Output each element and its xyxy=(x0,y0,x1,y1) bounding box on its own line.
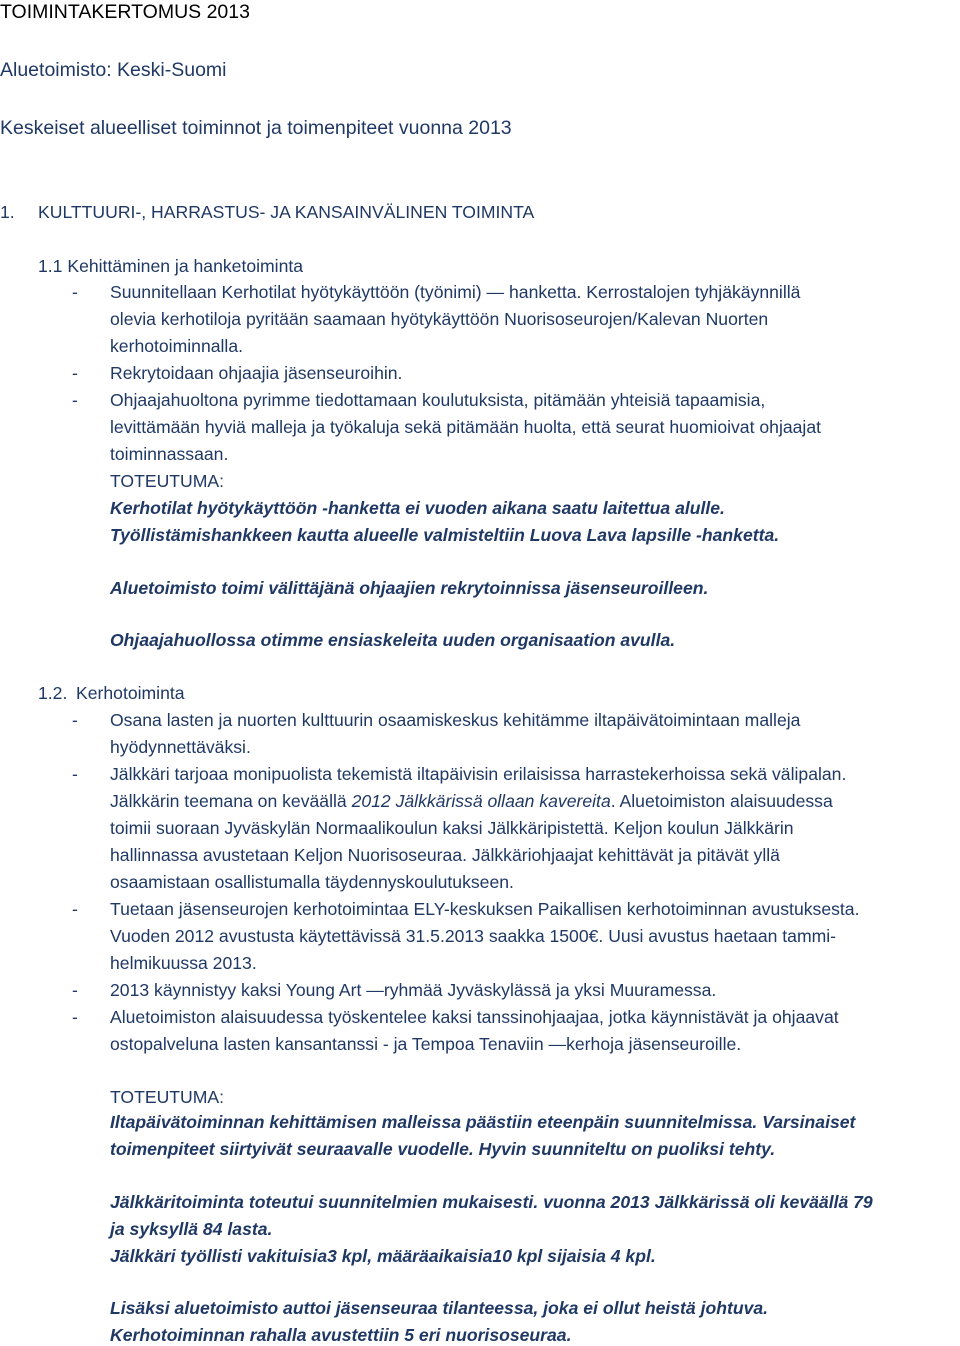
item-b-text: . Aluetoimiston alaisuudessa xyxy=(610,791,833,811)
result-line-2: Työllistämishankkeen kautta alueelle valmisteltiin Luova Lava lapsille -hanketta. xyxy=(110,525,780,545)
bullet-dash: - xyxy=(72,980,78,1000)
office-heading: Aluetoimisto: Keski-Suomi xyxy=(0,59,227,81)
section-1-2-title: Kerhotoiminta xyxy=(76,683,185,703)
toteutuma-label: TOTEUTUMA: xyxy=(110,471,225,491)
item-c-line1: Tuetaan jäsenseurojen kerhotoimintaa ELY-keskuksen Paikallisen kerhotoiminnan avustuksesta. xyxy=(110,899,860,919)
item2-line: Rekrytoidaan ohjaajia jäsenseuroihin. xyxy=(110,363,403,383)
result-line-5: Jälkkäri työllisti vakituisia3 kpl, määräaikaisia10 kpl sijaisia 4 kpl. xyxy=(110,1246,656,1266)
result-line-4: Ohjaajahuollossa otimme ensiaskeleita uuden organisaation avulla. xyxy=(110,630,676,650)
item3-line2: levittämään hyviä malleja ja työkaluja sekä pitämään huolta, että seurat huomioivat ohjaajat xyxy=(110,417,822,437)
section-1-number: 1. xyxy=(0,202,15,222)
item-b-line2 xyxy=(110,793,833,811)
item-a-line2: hyödynnettäväksi. xyxy=(110,737,251,757)
item-e-line2: ostopalveluna lasten kansantanssi - ja Tempoa Tenaviin —kerhoja jäsenseuroille. xyxy=(110,1034,742,1054)
bullet-dash: - xyxy=(72,764,78,784)
result-line-2: toimenpiteet siirtyivät seuraavalle vuodelle. Hyvin suunniteltu on puoliksi tehty. xyxy=(110,1139,776,1159)
item-e-line1: Aluetoimiston alaisuudessa työskentelee kaksi tanssinohjaajaa, jotka käynnistävät ja ohjaavat xyxy=(110,1007,839,1027)
bullet-dash: - xyxy=(72,282,78,302)
item-b-line3: toimii suoraan Jyväskylän Normaalikoulun kaksi Jälkkäripistettä. Keljon koulun Jälkkärin xyxy=(110,818,794,838)
bullet-dash: - xyxy=(72,363,78,383)
item-b-line5: osaamistaan osallistumalla täydennyskoulutukseen. xyxy=(110,872,514,892)
bullet-dash: - xyxy=(72,390,78,410)
bullet-dash: - xyxy=(72,710,78,730)
item3-line1: Ohjaajahuoltona pyrimme tiedottamaan koulutuksista, pitämään yhteisiä tapaamisia, xyxy=(110,390,766,410)
item3-line3: toiminnassaan. xyxy=(110,444,229,464)
item-a-line1: Osana lasten ja nuorten kulttuurin osaamiskeskus kehitämme iltapäivätoimintaan malleja xyxy=(110,710,801,730)
result-line-6: Lisäksi aluetoimisto auttoi jäsenseuraa tilanteessa, joka ei ollut heistä johtuva. xyxy=(110,1298,769,1318)
item1-line3: kerhotoiminnalla. xyxy=(110,336,244,356)
section-1-1-heading: 1.1 Kehittäminen ja hanketoiminta xyxy=(38,256,304,276)
item-c-line3: helmikuussa 2013. xyxy=(110,953,257,973)
item-b-line1: Jälkkäri tarjoaa monipuolista tekemistä iltapäivisin erilaisissa harrastekerhoissa sekä välipalan. xyxy=(110,764,847,784)
section-1-title: KULTTUURI-, HARRASTUS- JA KANSAINVÄLINEN TOIMINTA xyxy=(38,202,535,222)
item1-line1: Suunnitellaan Kerhotilat hyötykäyttöön (työnimi) — hanketta. Kerrostalojen tyhjäkäynnillä xyxy=(110,282,801,302)
document-subtitle: Keskeiset alueelliset toiminnot ja toimenpiteet vuonna 2013 xyxy=(0,117,512,139)
document-title: TOIMINTAKERTOMUS 2013 xyxy=(0,1,250,23)
theme-text: 2012 Jälkkärissä ollaan kavereita xyxy=(351,791,611,811)
item1-line2: olevia kerhotiloja pyritään saamaan hyötykäyttöön Nuorisoseurojen/Kalevan Nuorten xyxy=(110,309,769,329)
result-line-4: ja syksyllä 84 lasta. xyxy=(110,1219,273,1239)
result-line-3: Jälkkäritoiminta toteutui suunnitelmien mukaisesti. vuonna 2013 Jälkkärissä oli keväällä 79 xyxy=(110,1192,873,1212)
result-line-1: Kerhotilat hyötykäyttöön -hanketta ei vuoden aikana saatu laitettua alulle. xyxy=(110,498,725,518)
result-line-7: Kerhotoiminnan rahalla avustettiin 5 eri nuorisoseuraa. xyxy=(110,1325,572,1345)
bullet-dash: - xyxy=(72,1007,78,1027)
item-d-line1: 2013 käynnistyy kaksi Young Art —ryhmää Jyväskylässä ja yksi Muuramessa. xyxy=(110,980,717,1000)
item-b-text: Jälkkärin teemana on keväällä xyxy=(110,791,352,811)
section-1-2-number: 1.2. xyxy=(38,683,68,703)
result-line-1: Iltapäivätoiminnan kehittämisen malleissa päästiin eteenpäin suunnitelmissa. Varsinaiset xyxy=(110,1112,856,1132)
toteutuma-label: TOTEUTUMA: xyxy=(110,1087,225,1107)
bullet-dash: - xyxy=(72,899,78,919)
item-c-line2: Vuoden 2012 avustusta käytettävissä 31.5.2013 saakka 1500€. Uusi avustus haetaan tammi- xyxy=(110,926,837,946)
item-b-line4: hallinnassa avustetaan Keljon Nuorisoseuraa. Jälkkäriohjaajat kehittävät ja pitävät yllä xyxy=(110,845,780,865)
result-line-3: Aluetoimisto toimi välittäjänä ohjaajien rekrytoinnissa jäsenseuroilleen. xyxy=(110,578,709,598)
